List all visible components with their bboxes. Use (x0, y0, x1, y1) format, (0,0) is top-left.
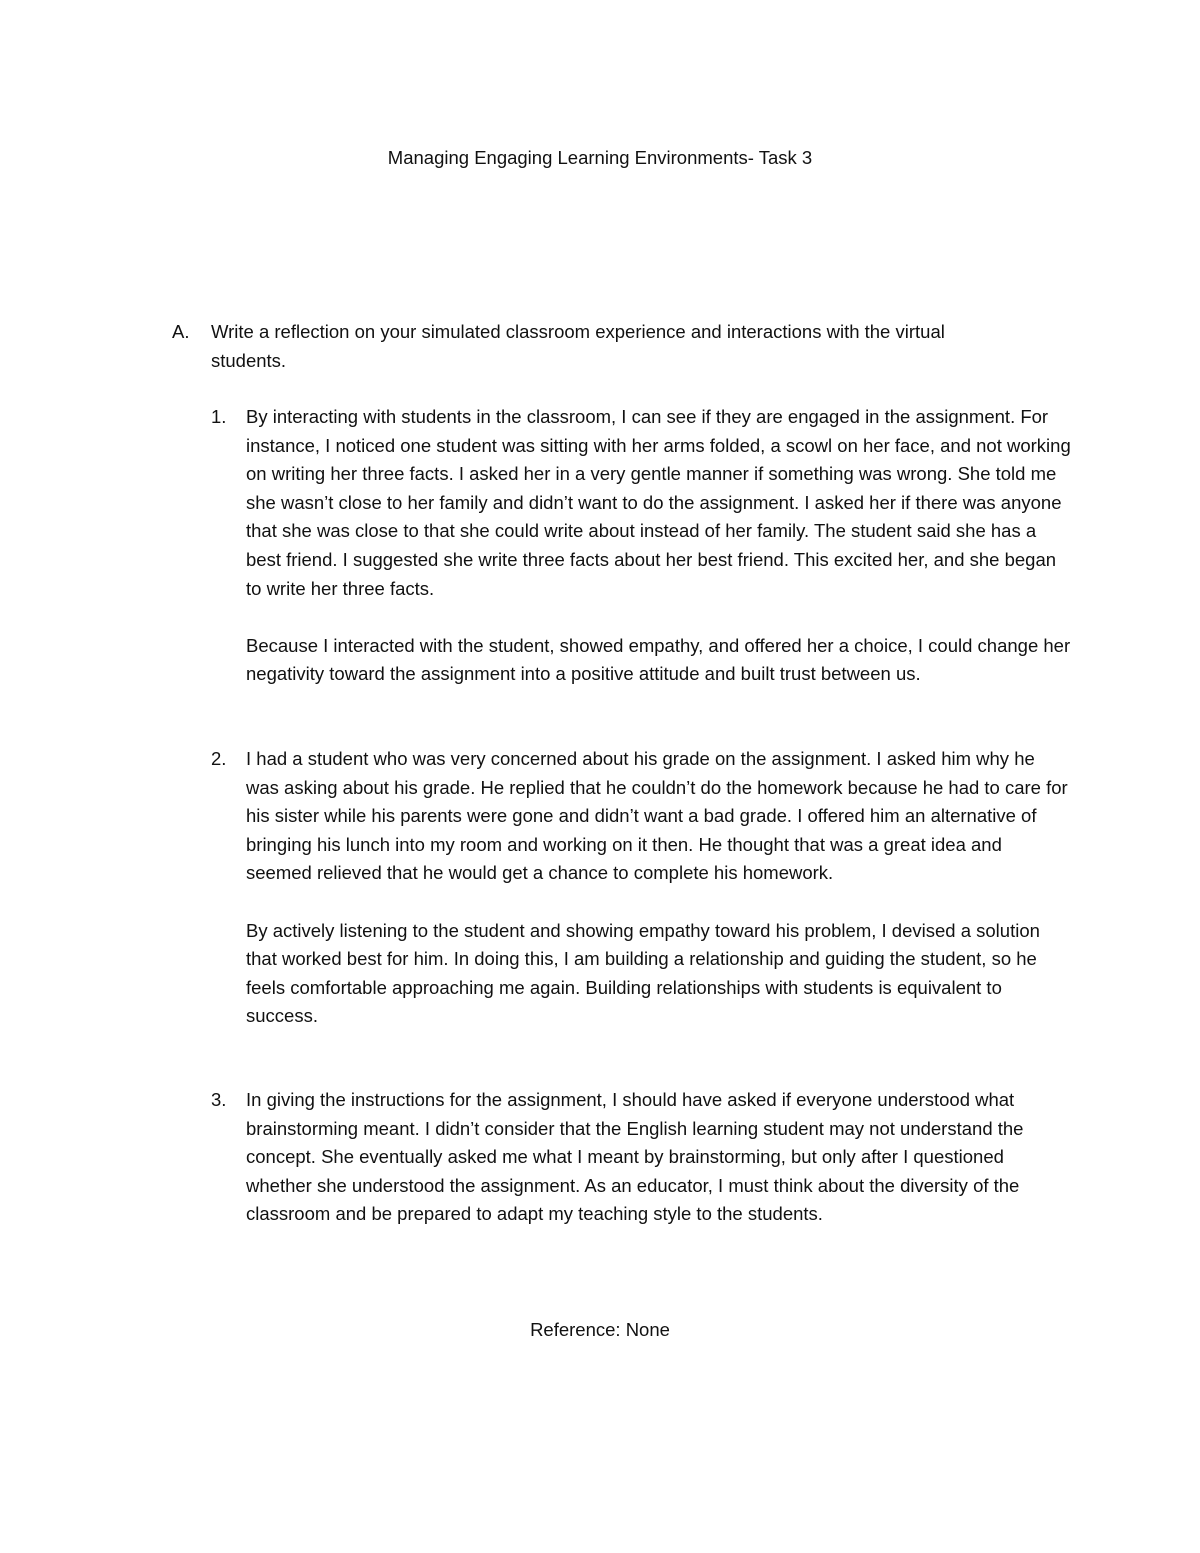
list-item-body (246, 745, 1072, 1031)
list-item-number: 2. (211, 748, 227, 769)
list-item-body (246, 1086, 1072, 1229)
list-item-number: 1. (211, 406, 227, 427)
paragraph: Because I interacted with the student, showed empathy, and offered her a choice, I could change her negativity toward the assignment into a positive attitude and built trust between us. (246, 634, 1071, 685)
paragraph: In giving the instructions for the assignment, I should have asked if everyone understood what brainstorming meant. I didn’t consider that the English learning student may not understand the concept. She eventually asked me what I meant by brainstorming, but only after I questioned whether she understood the assignment. As an educator, I must think about the diversity of the classroom and be prepared to adapt my teaching style to the students. (246, 1089, 1024, 1225)
reference-line: Reference: None (530, 1319, 670, 1340)
list-item-number: 3. (211, 1089, 227, 1110)
document-title: Managing Engaging Learning Environments- Task 3 (387, 147, 813, 168)
paragraph: By actively listening to the student and showing empathy toward his problem, I devised a solution that worked best for him. In doing this, I am building a relationship and guiding the student, so he feels comfortable approaching me again. Building relationships with students is equivalent to success. (246, 919, 1040, 1027)
section-a-prompt: Write a reflection on your simulated classroom experience and interactions with the virtual students. (211, 321, 945, 371)
section-a-marker: A. (172, 321, 190, 342)
list-item-body (246, 403, 1072, 689)
paragraph: By interacting with students in the classroom, I can see if they are engaged in the assignment. For instance, I noticed one student was sitting with her arms folded, a scowl on her face, and not working on writing her three facts. I asked her in a very gentle manner if something was wrong. She told me she wasn’t close to her family and didn’t want to do the assignment. I asked her if there was anyone that she was close to that she could write about instead of her family. The student said she has a best friend. I suggested she write three facts about her best friend. This excited her, and she began to write her three facts. (246, 406, 1071, 599)
paragraph: I had a student who was very concerned about his grade on the assignment. I asked him why he was asking about his grade. He replied that he couldn’t do the homework because he had to care for his sister while his parents were gone and didn’t want a bad grade. I offered him an alternative of bringing his lunch into my room and working on it then. He thought that was a great idea and seemed relieved that he would get a chance to complete his homework. (246, 748, 1068, 884)
